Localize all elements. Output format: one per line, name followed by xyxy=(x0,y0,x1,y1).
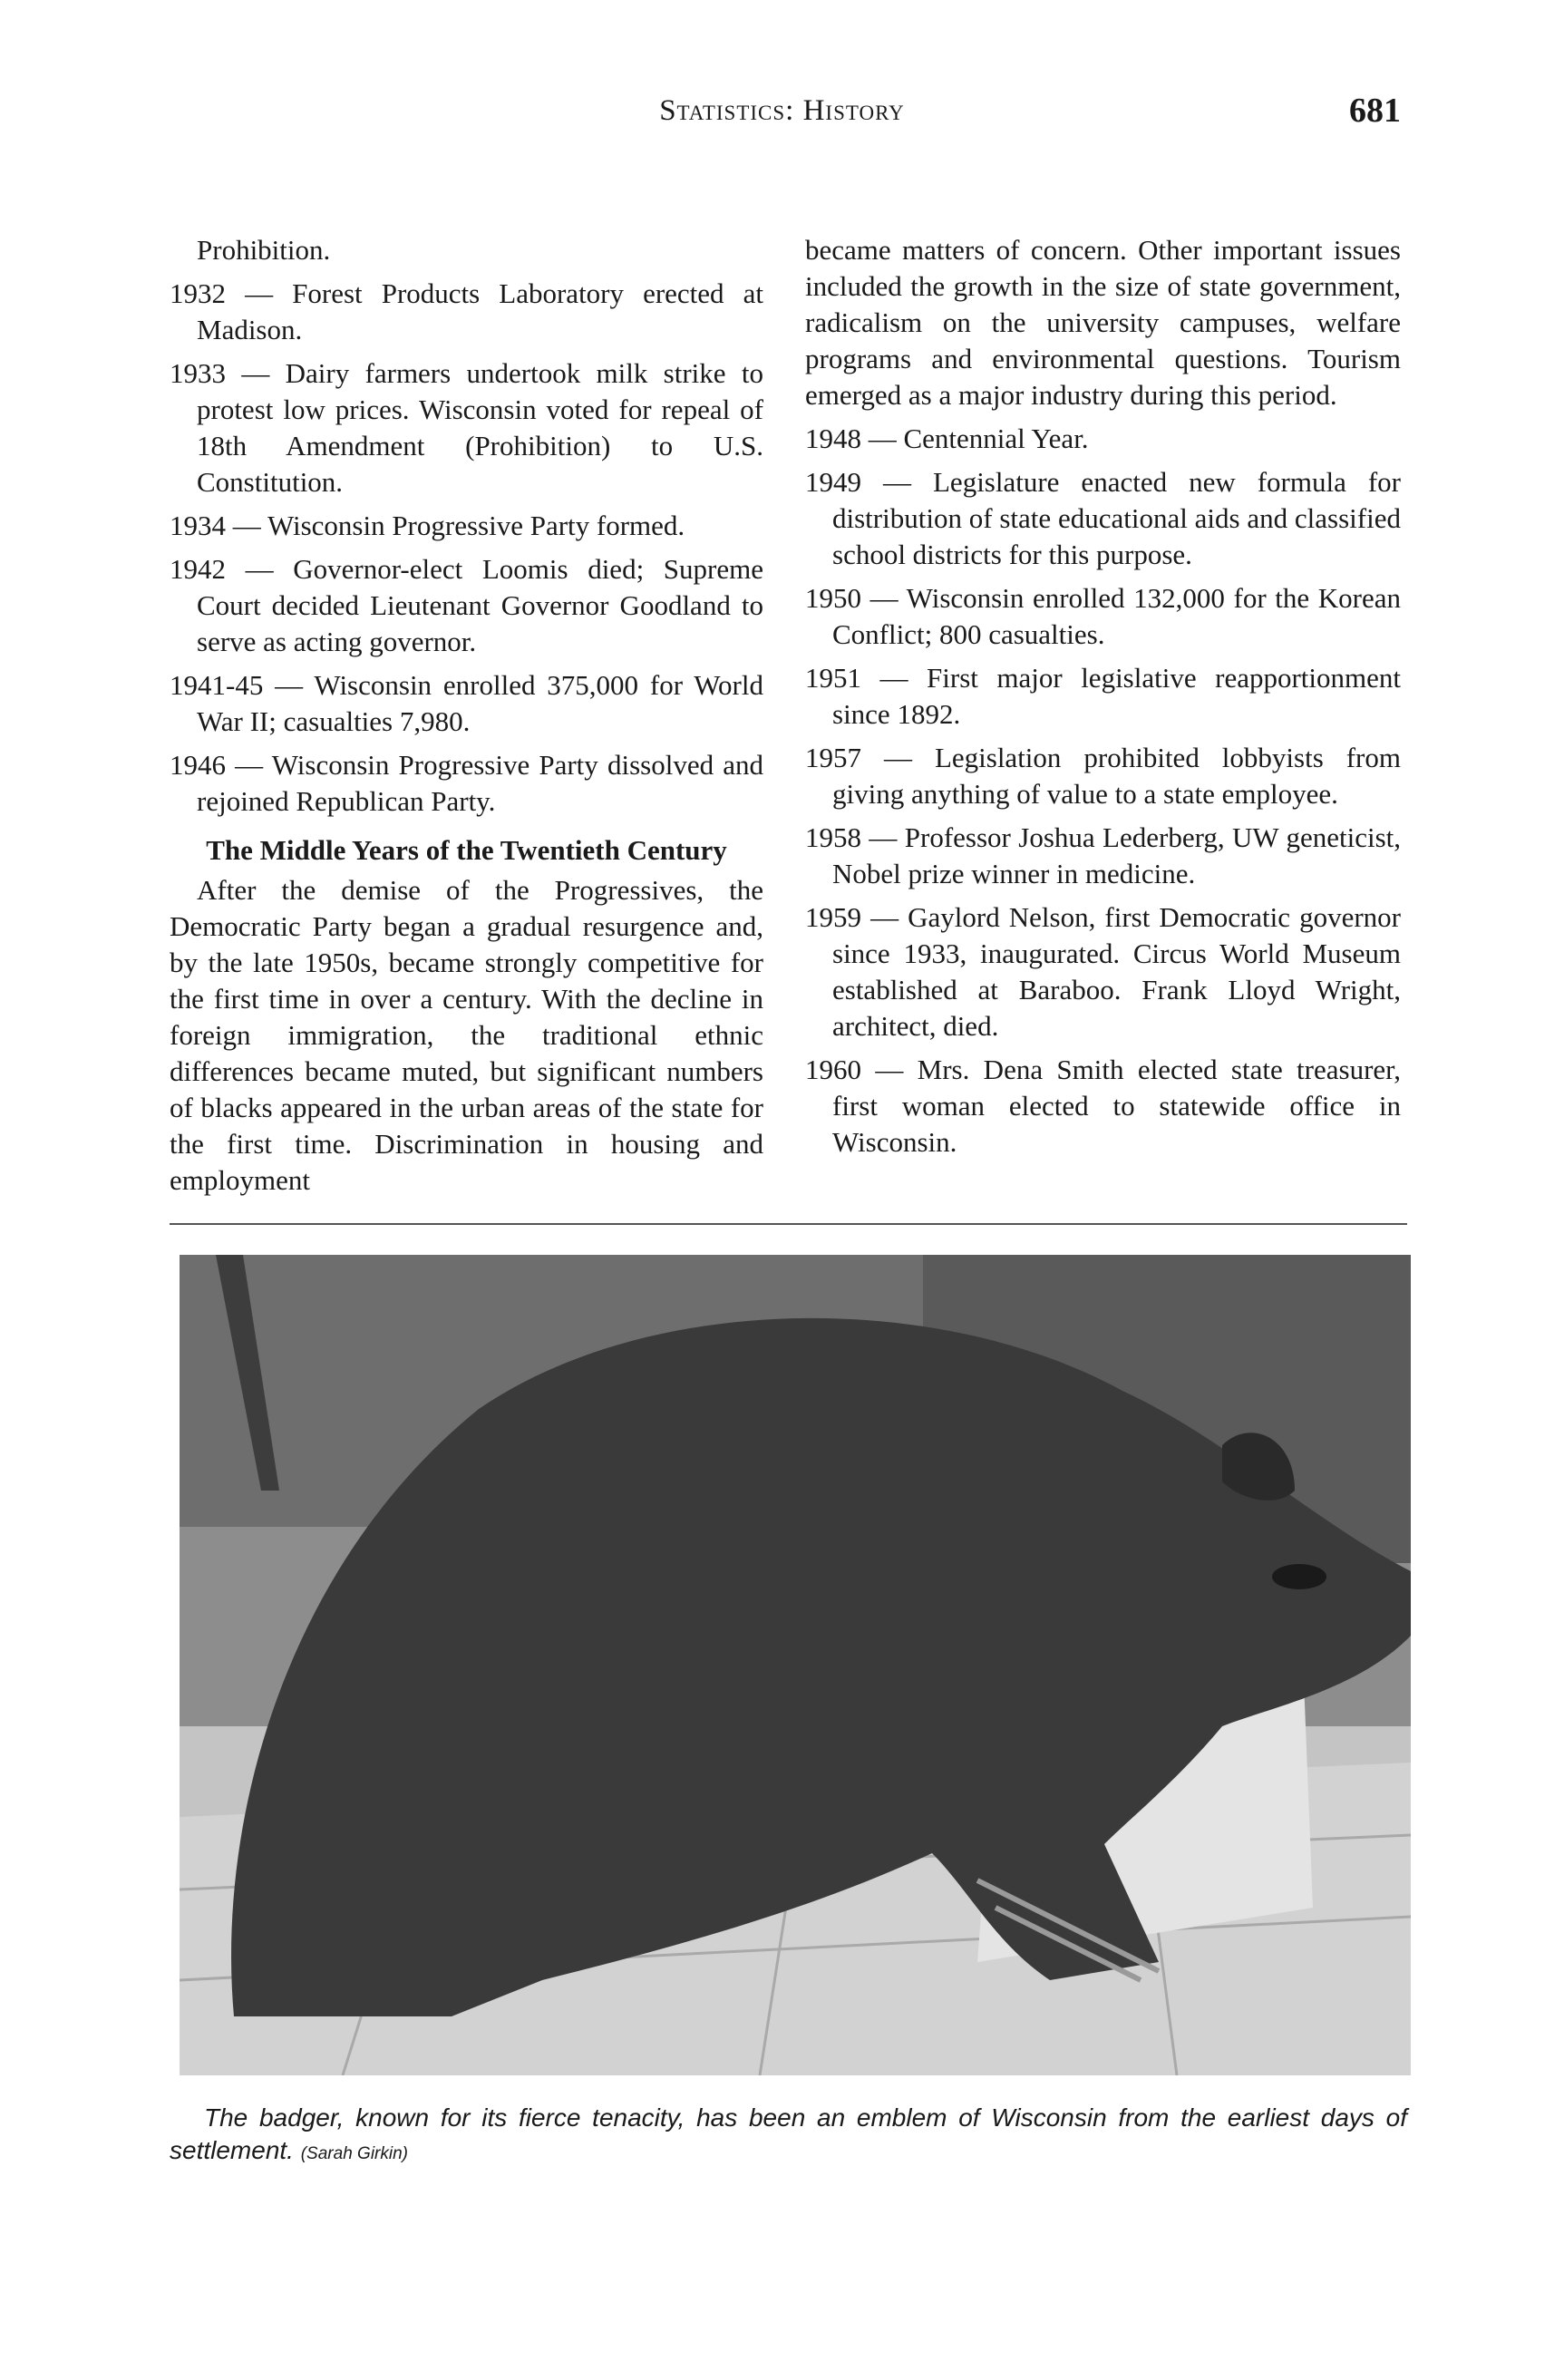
timeline-entry: 1960 — Mrs. Dena Smith elected state treasurer, first woman elected to statewide office in Wisconsin. xyxy=(805,1054,1401,1158)
badger-statue-illustration xyxy=(180,1255,1411,2075)
badger-statue-photo xyxy=(180,1255,1411,2075)
body-paragraph: After the demise of the Progressives, the Democratic Party began a gradual resurgence and, by the late 1950s, became strongly competitive for the first time in over a century. With the decline in foreign immigration, the traditional ethnic differences became muted, but significant numbers of blacks appeared in the urban areas of the state for the first time. Discrimination in housing and employment xyxy=(170,874,763,1196)
body-paragraph-continued: became matters of concern. Other important issues included the growth in the size of state government, radicalism on the university campuses, welfare programs and environmental questions. Tourism emerged as a major industry during this period. xyxy=(805,234,1401,411)
timeline-entry: 1951 — First major legislative reapportionment since 1892. xyxy=(805,662,1401,730)
timeline-entry: 1950 — Wisconsin enrolled 132,000 for the Korean Conflict; 800 casualties. xyxy=(805,582,1401,650)
timeline-entry: 1959 — Gaylord Nelson, first Democratic governor since 1933, inaugurated. Circus World Museum established at Baraboo. Frank Lloyd Wright, architect, died. xyxy=(805,901,1401,1042)
right-column xyxy=(805,232,1401,1168)
timeline-entry: 1934 — Wisconsin Progressive Party formed. xyxy=(170,510,685,541)
timeline-entry: 1946 — Wisconsin Progressive Party dissolved and rejoined Republican Party. xyxy=(170,749,763,817)
timeline-entry: 1957 — Legislation prohibited lobbyists from giving anything of value to a state employee. xyxy=(805,742,1401,810)
timeline-entry: 1949 — Legislature enacted new formula for distribution of state educational aids and classified school districts for this purpose. xyxy=(805,466,1401,570)
continuation-text: Prohibition. xyxy=(197,234,331,266)
timeline-entry: 1958 — Professor Joshua Lederberg, UW geneticist, Nobel prize winner in medicine. xyxy=(805,821,1401,889)
running-header-title: Statistics: History xyxy=(659,94,905,127)
timeline-entry: 1932 — Forest Products Laboratory erected at Madison. xyxy=(170,277,763,345)
page-number: 681 xyxy=(1349,92,1401,130)
timeline-entry: 1942 — Governor-elect Loomis died; Supreme Court decided Lieutenant Governor Goodland to serve as acting governor. xyxy=(170,553,763,657)
photo-caption xyxy=(170,2102,1407,2171)
section-heading: The Middle Years of the Twentieth Century xyxy=(206,834,727,866)
caption-credit: (Sarah Girkin) xyxy=(300,2144,408,2163)
caption-text: The badger, known for its fierce tenacity, has been an emblem of Wisconsin from the earliest days of settlement. xyxy=(170,2103,1407,2164)
timeline-entry: 1948 — Centennial Year. xyxy=(805,423,1089,454)
horizontal-divider xyxy=(170,1223,1407,1225)
timeline-entry: 1941-45 — Wisconsin enrolled 375,000 for World War II; casualties 7,980. xyxy=(170,669,763,737)
timeline-entry: 1933 — Dairy farmers undertook milk strike to protest low prices. Wisconsin voted for repeal of 18th Amendment (Prohibition) to U.S. Constitution. xyxy=(170,357,763,498)
left-column xyxy=(170,232,763,1199)
